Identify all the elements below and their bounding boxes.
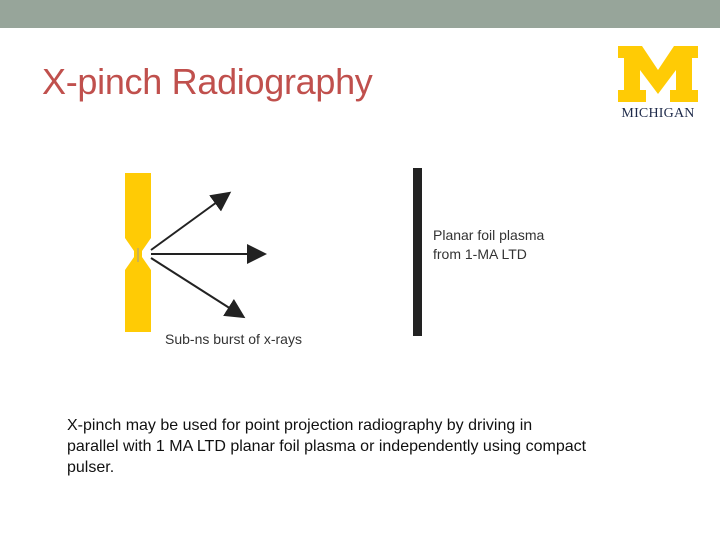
slide-title: X-pinch Radiography: [42, 61, 373, 102]
foil-label-text: Planar foil plasma from 1-MA LTD: [433, 227, 545, 262]
slide-caption: X-pinch may be used for point projection radiography by driving in parallel with 1 MA LTD planar foil plasma or independently using compact pulser.: [67, 417, 587, 476]
x-pinch: [125, 173, 151, 332]
arrow-upper: [151, 194, 228, 250]
planar-foil: [413, 168, 422, 336]
arrow-lower: [151, 258, 242, 316]
michigan-wordmark: MICHIGAN: [621, 106, 695, 121]
x-ray-arrows: [151, 194, 263, 316]
xray-label: Sub-ns burst of x-rays: [165, 331, 302, 347]
foil-label: [433, 226, 544, 264]
